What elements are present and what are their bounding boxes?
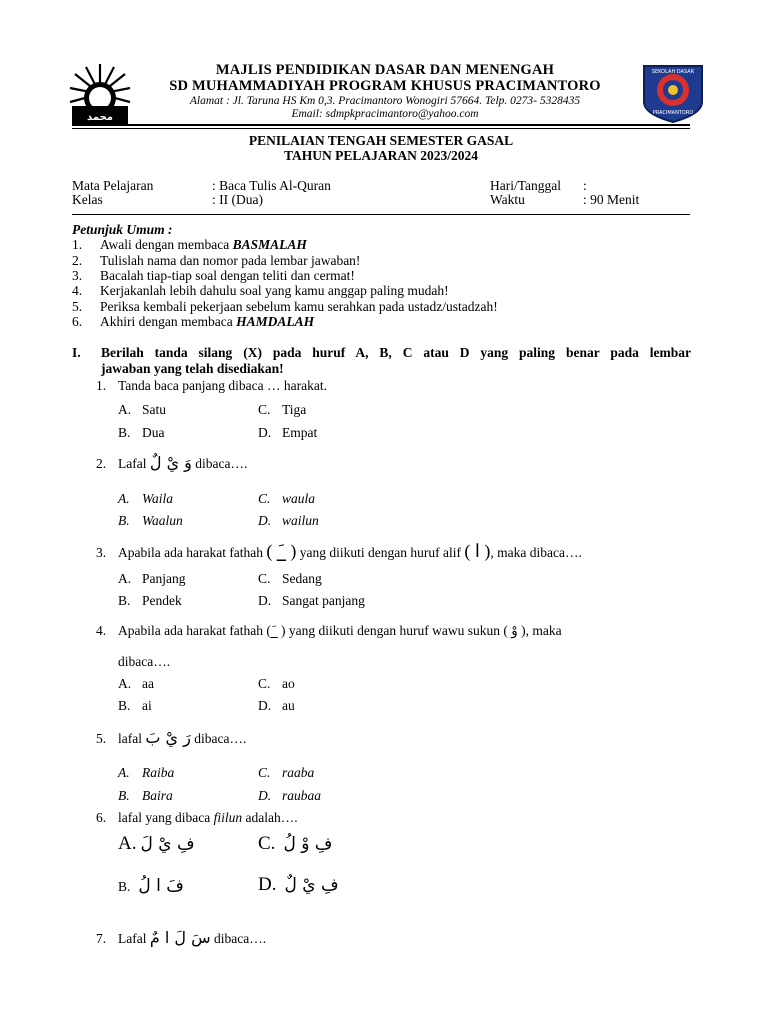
question-3: 3. Apabila ada harakat fathah ( _َ ) yang diikuti dengan huruf alif ( ا ), maka dibaca…. — [96, 541, 582, 561]
header-rule-thin — [72, 128, 690, 129]
q3-fathah: ( _َ ) — [266, 541, 297, 561]
q2-arabic: وَ يْ لٌ — [149, 453, 192, 472]
q1-option-b: B. Dua — [118, 425, 165, 440]
question-2: 2. Lafal وَ يْ لٌ dibaca…. — [96, 453, 248, 472]
info-rule — [72, 214, 690, 215]
q5-option-d: D. raubaa — [258, 788, 322, 803]
q7-arabic: سَ لَ ا مٌ — [149, 928, 211, 947]
q2-option-d: D. wailun — [258, 513, 319, 528]
school-badge-logo — [640, 62, 706, 124]
instruction-item: 3. Bacalah tiap-tiap soal dengan teliti dan cermat! — [72, 268, 355, 283]
day-value: : — [583, 178, 587, 193]
badge-top-text: SEKOLAH DASAR — [651, 69, 695, 75]
q1-option-a: A. Satu — [118, 402, 167, 417]
q3-option-b: B. Pendek — [118, 593, 182, 608]
exam-title: PENILAIAN TENGAH SEMESTER GASAL — [248, 133, 514, 148]
question-7: 7. Lafal سَ لَ ا مٌ dibaca…. — [96, 928, 267, 947]
q4-fathah: (_َ ) — [266, 623, 286, 638]
time-label: Waktu — [490, 192, 525, 207]
q6-option-b: B. فَ ا لُ — [118, 876, 184, 896]
q2-option-a: A. Waila — [118, 491, 174, 506]
q3-option-d: D. Sangat panjang — [258, 593, 365, 608]
q4-option-c: C. ao — [258, 676, 295, 691]
question-5: 5. lafal رَ يْ بَ dibaca…. — [96, 728, 247, 747]
q2-option-c: C. waula — [258, 491, 316, 506]
header-rule-thick — [72, 124, 690, 126]
q4-option-b: B. ai — [118, 698, 152, 713]
instruction-item: 5. Periksa kembali pekerjaan sebelum kamu serahkan pada ustadz/ustadzah! — [72, 299, 498, 314]
muhammadiyah-logo — [68, 62, 132, 126]
question-6: 6. lafal yang dibaca fiilun adalah…. — [96, 810, 298, 825]
header-address: Alamat : Jl. Taruna HS Km 0,3. Pracimantoro Wonogiri 57664. Telp. 0273- 5328435 — [189, 95, 581, 107]
exam-year: TAHUN PELAJARAN 2023/2024 — [283, 148, 478, 163]
q5-option-a: A. Raiba — [118, 765, 175, 780]
instruction-item: 4. Kerjakanlah lebih dahulu soal yang kamu anggap paling mudah! — [72, 283, 449, 298]
header-line2: SD MUHAMMADIYAH PROGRAM KHUSUS PRACIMANTORO — [169, 78, 601, 94]
q3-option-a: A. Panjang — [118, 571, 186, 586]
q5-option-c: C. raaba — [258, 765, 315, 780]
day-label: Hari/Tanggal — [490, 178, 562, 193]
q6-word: fiilun — [213, 810, 243, 825]
q5-option-b: B. Baira — [118, 788, 173, 803]
subject-value: : Baca Tulis Al-Quran — [212, 178, 331, 193]
instruction-item: 6. Akhiri dengan membaca HAMDALAH — [72, 314, 315, 329]
section-number: I. — [72, 345, 81, 360]
header-email: Email: sdmpkpracimantoro@yahoo.com — [291, 108, 479, 120]
q3-alif: ( ا ) — [464, 541, 491, 561]
question-1: 1. Tanda baca panjang dibaca … harakat. — [96, 378, 327, 393]
class-value: : II (Dua) — [212, 192, 263, 207]
q4-wawu: ( وْ ) — [503, 623, 526, 638]
class-label: Kelas — [72, 192, 103, 207]
q1-option-c: C. Tiga — [258, 402, 307, 417]
badge-bottom-text: PRACIMANTORO — [652, 110, 694, 116]
q6-option-a: A. فِ يْ لَ — [118, 833, 195, 854]
instructions-title: Petunjuk Umum : — [72, 222, 173, 237]
section-instruction-line2: jawaban yang telah disediakan! — [101, 361, 284, 376]
section-instruction-line1: Berilah tanda silang (X) pada huruf A, B, C atau D yang paling benar pada lembar — [101, 345, 691, 360]
q1-option-d: D. Empat — [258, 425, 318, 440]
q3-option-c: C. Sedang — [258, 571, 322, 586]
q6-option-d: D. فِ يْ لٌ — [258, 874, 339, 895]
question-4: 4. Apabila ada harakat fathah (_َ ) yang diikuti dengan huruf wawu sukun ( وْ ), maka — [96, 623, 562, 638]
q2-option-b: B. Waalun — [118, 513, 183, 528]
q4-option-a: A. aa — [118, 676, 154, 691]
subject-label: Mata Pelajaran — [72, 178, 154, 193]
instruction-item: 2. Tulislah nama dan nomor pada lembar jawaban! — [72, 253, 361, 268]
instruction-item: 1. Awali dengan membaca BASMALAH — [72, 237, 307, 252]
svg-text:ﻣﺤﻤﺪ: ﻣﺤﻤﺪ — [87, 112, 113, 123]
q6-option-c: C. فِ وْ لُ — [258, 833, 333, 854]
time-value: : 90 Menit — [583, 192, 640, 207]
q4-option-d: D. au — [258, 698, 295, 713]
q5-arabic: رَ يْ بَ — [145, 728, 191, 747]
header-line1: MAJLIS PENDIDIKAN DASAR DAN MENENGAH — [215, 62, 555, 78]
question-4-continued: dibaca…. — [118, 654, 171, 669]
